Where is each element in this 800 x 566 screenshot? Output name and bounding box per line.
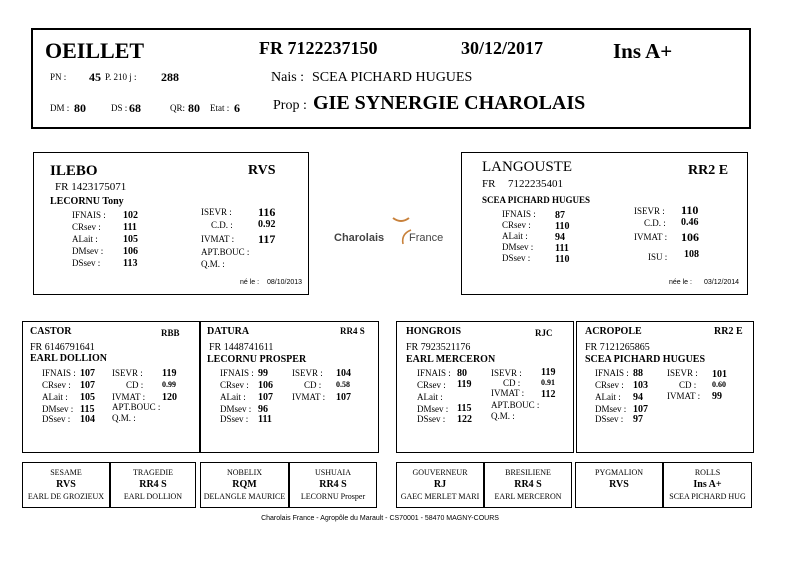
gp3-id: FR 7923521176 (406, 342, 471, 353)
prop-value: GIE SYNERGIE CHAROLAIS (313, 92, 586, 114)
logo-swoosh-icon (331, 210, 451, 250)
gp1-ifnais-label: IFNAIS : (42, 368, 76, 378)
gp4-id: FR 7121265865 (585, 342, 650, 353)
prop-label: Prop : (273, 98, 307, 113)
gp1-alait-label: ALait : (42, 392, 68, 402)
gp2-dmsev-label: DMsev : (220, 404, 252, 414)
grandparent-box-acropole (576, 321, 754, 453)
gp3-ifnais-label: IFNAIS : (417, 368, 451, 378)
gp2-cd: 0.58 (336, 380, 350, 389)
ggp-3-tag: RQM (232, 479, 257, 490)
gp2-owner: LECORNU PROSPER (207, 354, 307, 365)
dam-id: 7122235401 (508, 178, 563, 190)
dam-isu: 108 (684, 249, 699, 260)
pn-label: PN : (50, 72, 67, 82)
ggp-3-name: NOBELIX (226, 468, 263, 477)
ggp-2-owner: EARL DOLLION (123, 492, 183, 501)
sire-ivmat-label: IVMAT : (201, 234, 235, 244)
grandparent-box-castor (22, 321, 200, 453)
gp2-crsev-label: CRsev : (220, 380, 249, 390)
gp4-crsev: 103 (633, 380, 648, 391)
dam-alait-label: ALait : (502, 231, 528, 241)
gp4-isevr-label: ISEVR : (667, 368, 698, 378)
gp1-tag: RBB (161, 328, 180, 338)
gp4-crsev-label: CRsev : (595, 380, 624, 390)
gp4-name: ACROPOLE (585, 326, 642, 337)
p210-value: 288 (161, 70, 179, 84)
logo-text-france: France (409, 232, 444, 244)
gp3-name: HONGROIS (406, 326, 462, 337)
gp4-cd: 0.60 (712, 380, 726, 389)
ggp-cell-3 (200, 462, 289, 508)
gp2-id: FR 1448741611 (209, 342, 274, 353)
ggp-1-owner: EARL DE GROZIEUX (27, 492, 105, 501)
dam-dssev: 110 (555, 254, 570, 265)
ds-label: DS : (111, 103, 128, 113)
gp4-cd-label: CD : (679, 380, 697, 390)
ggp-7-name: PYGMALION (595, 468, 643, 477)
ggp-4-owner: LECORNU Prosper (300, 492, 366, 501)
etat-label: Etat : (210, 103, 230, 113)
gp3-ifnais: 80 (457, 368, 467, 379)
gp3-cd-label: CD : (503, 378, 521, 388)
gp3-dmsev: 115 (457, 403, 472, 414)
gp1-crsev-label: CRsev : (42, 380, 71, 390)
dam-dmsev: 111 (555, 243, 569, 254)
gp2-ivmat: 107 (336, 392, 351, 403)
gp2-name: DATURA (207, 326, 250, 337)
sire-name: ILEBO (50, 163, 98, 179)
gp3-crsev: 119 (457, 379, 472, 390)
gp3-isevr-label: ISEVR : (491, 368, 522, 378)
etat-value: 6 (234, 101, 240, 115)
sire-dmsev: 106 (123, 246, 138, 257)
gp4-ifnais: 88 (633, 368, 643, 379)
nais-label: Nais : (271, 70, 305, 85)
p210-label: P. 210 j : (105, 72, 137, 82)
gp1-dssev-label: DSsev : (42, 414, 71, 424)
sire-isevr: 116 (258, 205, 276, 219)
gp4-alait: 94 (633, 392, 643, 403)
gp3-ivmat-label: IVMAT : (491, 388, 525, 398)
sire-ifnais: 102 (123, 210, 138, 221)
gp3-dssev: 122 (457, 414, 472, 425)
gp1-ivmat: 120 (162, 392, 177, 403)
sire-box (33, 152, 309, 295)
sire-birth-label: né le : (240, 279, 260, 286)
ggp-cell-7 (575, 462, 663, 508)
sire-ivmat: 117 (258, 232, 276, 246)
sire-ifnais-label: IFNAIS : (72, 210, 106, 220)
gp1-dmsev: 115 (80, 404, 95, 415)
sire-crsev: 111 (123, 222, 137, 233)
ggp-4-tag: RR4 S (319, 479, 347, 490)
dam-crsev: 110 (555, 221, 570, 232)
dam-owner: SCEA PICHARD HUGUES (482, 195, 591, 205)
pn-value: 45 (89, 70, 101, 84)
ggp-1-tag: RVS (56, 479, 76, 490)
gp2-isevr: 104 (336, 368, 351, 379)
dam-id-prefix: FR (482, 178, 496, 190)
gp1-owner: EARL DOLLION (30, 353, 107, 364)
ggp-4-name: USHUAIA (315, 468, 351, 477)
gp3-dmsev-label: DMsev : (417, 404, 449, 414)
gp3-cd: 0.91 (541, 378, 555, 387)
dam-ivmat-label: IVMAT : (634, 232, 668, 242)
gp1-aptbouc-label: APT.BOUC : (112, 402, 161, 412)
gp1-crsev: 107 (80, 380, 95, 391)
gp4-alait-label: ALait : (595, 392, 621, 402)
sire-dmsev-label: DMsev : (72, 246, 104, 256)
ggp-6-name: BRESILIENE (505, 468, 551, 477)
ggp-8-name: ROLLS (694, 468, 721, 477)
dam-birth: 03/12/2014 (704, 279, 740, 286)
gp2-cd-label: CD : (304, 380, 322, 390)
ggp-cell-8 (663, 462, 752, 508)
dam-birth-label: née le : (669, 279, 692, 286)
grandparent-box-hongrois (396, 321, 574, 453)
gp2-ifnais: 99 (258, 368, 268, 379)
gp1-isevr-label: ISEVR : (112, 368, 143, 378)
grandparent-box-datura (200, 321, 379, 453)
sire-id: FR 1423175071 (55, 181, 127, 193)
gp2-dssev: 111 (258, 414, 272, 425)
dam-ifnais-label: IFNAIS : (502, 209, 536, 219)
ggp-8-owner: SCEA PICHARD HUG (669, 492, 746, 501)
dam-ifnais: 87 (555, 210, 565, 221)
ggp-5-tag: RJ (433, 479, 447, 490)
dam-crsev-label: CRsev : (502, 220, 531, 230)
ggp-6-tag: RR4 S (514, 479, 542, 490)
gp1-name: CASTOR (30, 326, 72, 337)
dam-box (461, 152, 748, 295)
sire-dssev: 113 (123, 258, 138, 269)
charolais-france-logo (331, 210, 451, 250)
ds-value: 68 (129, 101, 141, 115)
sire-isevr-label: ISEVR : (201, 207, 232, 217)
dam-dssev-label: DSsev : (502, 253, 531, 263)
sire-cd: 0.92 (258, 219, 276, 230)
ggp-cell-6 (484, 462, 572, 508)
gp2-crsev: 106 (258, 380, 273, 391)
gp3-alait-label: ALait : (417, 392, 443, 402)
ggp-5-name: GOUVERNEUR (412, 468, 468, 477)
dam-isevr-label: ISEVR : (634, 206, 665, 216)
sire-qm-label: Q.M. : (201, 259, 225, 269)
gp4-tag: RR2 E (714, 326, 743, 337)
gp2-isevr-label: ISEVR : (292, 368, 323, 378)
gp1-dmsev-label: DMsev : (42, 404, 74, 414)
gp3-crsev-label: CRsev : (417, 380, 446, 390)
sire-cd-label: C.D. : (211, 220, 233, 230)
gp4-dssev: 97 (633, 414, 643, 425)
gp1-cd-label: CD : (126, 380, 144, 390)
ggp-cell-4 (289, 462, 377, 508)
gp4-dmsev-label: DMsev : (595, 404, 627, 414)
gp3-dssev-label: DSsev : (417, 414, 446, 424)
gp1-dssev: 104 (80, 414, 95, 425)
ggp-5-owner: GAEC MERLET MARI (400, 492, 480, 501)
gp4-ivmat: 99 (712, 391, 722, 402)
sire-alait-label: ALait : (72, 234, 98, 244)
gp4-isevr: 101 (712, 369, 727, 380)
dam-alait: 94 (555, 232, 565, 243)
ggp-2-tag: RR4 S (139, 479, 167, 490)
gp1-cd: 0.99 (162, 380, 176, 389)
gp2-alait-label: ALait : (220, 392, 246, 402)
dam-ivmat: 106 (681, 230, 699, 244)
ggp-2-name: TRAGEDIE (133, 468, 173, 477)
nais-value: SCEA PICHARD HUGUES (312, 70, 473, 85)
gp3-ivmat: 112 (541, 389, 556, 400)
sire-birth: 08/10/2013 (267, 279, 303, 286)
dam-tag: RR2 E (688, 163, 729, 178)
sire-crsev-label: CRsev : (72, 222, 101, 232)
gp1-alait: 105 (80, 392, 95, 403)
dm-label: DM : (50, 103, 70, 113)
dm-value: 80 (74, 101, 86, 115)
gp1-qm-label: Q.M. : (112, 413, 136, 423)
gp4-owner: SCEA PICHARD HUGUES (585, 354, 706, 365)
gp2-ivmat-label: IVMAT : (292, 392, 326, 402)
ggp-8-tag: Ins A+ (693, 479, 722, 490)
gp2-dmsev: 96 (258, 404, 268, 415)
main-ins: Ins A+ (613, 39, 673, 63)
main-name: OEILLET (45, 38, 145, 63)
gp3-tag: RJC (535, 328, 553, 338)
qr-value: 80 (188, 101, 200, 115)
ggp-cell-5 (396, 462, 484, 508)
dam-name: LANGOUSTE (482, 159, 572, 175)
gp3-owner: EARL MERCERON (406, 354, 496, 365)
main-animal-box (31, 28, 751, 129)
main-id: FR 7122237150 (259, 38, 378, 58)
gp4-dssev-label: DSsev : (595, 414, 624, 424)
gp4-dmsev: 107 (633, 404, 648, 415)
ggp-7-tag: RVS (609, 479, 629, 490)
sire-owner: LECORNU Tony (50, 196, 124, 207)
sire-aptbouc-label: APT.BOUC : (201, 247, 250, 257)
logo-text-charolais: Charolais (334, 232, 385, 244)
sire-dssev-label: DSsev : (72, 258, 101, 268)
gp1-ivmat-label: IVMAT : (112, 392, 146, 402)
qr-label: QR: (170, 103, 186, 113)
gp1-id: FR 6146791641 (30, 342, 95, 353)
gp4-ivmat-label: IVMAT : (667, 391, 701, 401)
gp2-dssev-label: DSsev : (220, 414, 249, 424)
gp2-alait: 107 (258, 392, 273, 403)
ggp-cell-2 (110, 462, 196, 508)
dam-cd-label: C.D. : (644, 218, 666, 228)
main-date: 30/12/2017 (461, 38, 544, 58)
ggp-3-owner: DELANGLE MAURICE (203, 492, 286, 501)
footer-address: Charolais France - Agropôle du Marault - CS70001 - 58470 MAGNY-COURS (261, 515, 499, 522)
ggp-6-owner: EARL MERCERON (494, 492, 562, 501)
gp3-isevr: 119 (541, 367, 556, 378)
dam-cd: 0.46 (681, 217, 699, 228)
gp2-tag: RR4 S (340, 326, 365, 336)
dam-isevr: 110 (681, 203, 699, 217)
sire-tag: RVS (248, 163, 276, 178)
dam-dmsev-label: DMsev : (502, 242, 534, 252)
gp3-qm-label: Q.M. : (491, 411, 515, 421)
dam-isu-label: ISU : (648, 252, 668, 262)
gp1-isevr: 119 (162, 368, 177, 379)
ggp-1-name: SESAME (50, 468, 82, 477)
sire-alait: 105 (123, 234, 138, 245)
gp2-ifnais-label: IFNAIS : (220, 368, 254, 378)
ggp-cell-1 (22, 462, 110, 508)
gp1-ifnais: 107 (80, 368, 95, 379)
gp4-ifnais-label: IFNAIS : (595, 368, 629, 378)
gp3-aptbouc-label: APT.BOUC : (491, 400, 540, 410)
